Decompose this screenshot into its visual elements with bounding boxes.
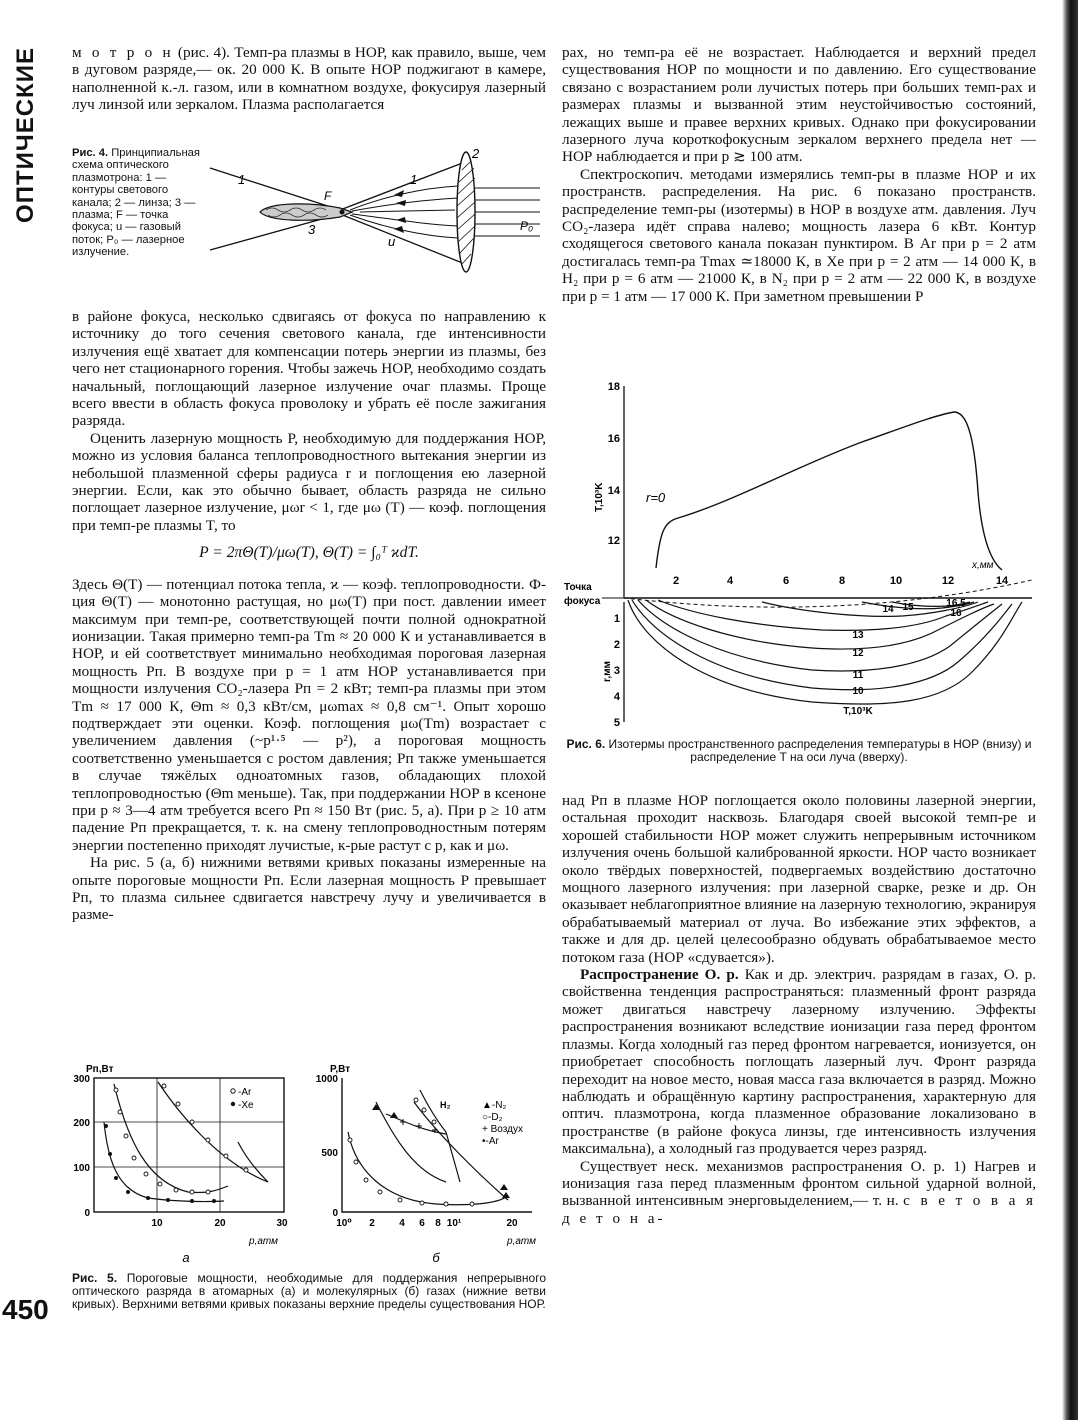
figure-5a-chart bbox=[68, 1062, 298, 1268]
figure-5b-chart bbox=[316, 1062, 548, 1268]
legend-entry: ○-D₂ bbox=[482, 1112, 503, 1123]
x-tick-label: 30 bbox=[276, 1218, 288, 1229]
gas-flow-arrows bbox=[350, 186, 458, 238]
isotherm-label: 16,5 bbox=[946, 598, 966, 609]
top-y-axis-label: T,10³K bbox=[594, 482, 605, 512]
figure-4-caption bbox=[72, 147, 200, 259]
y-tick-label: 0 bbox=[84, 1208, 90, 1219]
left-column-intro bbox=[72, 44, 546, 114]
x-tick-label: 20 bbox=[506, 1218, 518, 1229]
paragraph: Оценить лазерную мощность P, необходимую для поддержания НОР, можно из условия баланса теплопроводностного вытекания энергии из небольшой плазменной сферы радиуса r и поглощения ею лазерной энергии. Если, как это обычно бывает, область разряда не сильно поглощает лазерное излучение, μωr < 1, где μω (T) — коэф. поглощения при темп-ре плазмы T, то bbox=[72, 429, 546, 534]
x-tick-label: 20 bbox=[214, 1218, 226, 1229]
legend-marker bbox=[231, 1102, 235, 1106]
x-tick-label: 2 bbox=[672, 575, 680, 587]
section-heading: Распространение О. р. bbox=[580, 966, 739, 984]
section-tab-label: ОПТИЧЕСКИЕ bbox=[12, 47, 39, 223]
y-tick-label: 1 bbox=[613, 613, 620, 625]
x-tick-label: 10¹ bbox=[446, 1218, 462, 1229]
panel-label: а bbox=[182, 1250, 190, 1265]
label-contour: 1 bbox=[238, 172, 246, 187]
paragraph: рах, но темп-ра её не возрастает. Наблюдается и верхний предел существования НОР по мощности и по давлению. Его существование связано с возрастанием роли лучистых потерь при больших темп-рах и размерах плазмы и вызванной этим неустойчивостью состояний, лежащих выше и правее верхних кривых. Однако при фокусировании лазерного луча короткофокусным зеркалом верхнего предела нет — НОР наблюдается и при p ≳ 100 атм. bbox=[562, 44, 1036, 166]
paragraph: Спектроскопич. методами измерялись темп-ры в плазме НОР и их пространств. распределения. На рис. 6 показано пространств. распределение темп-ры (изотермы) в НОР в воздухе атм. давления. Луч CO₂-лазера идёт справа налево; мощность лазера 6 кВт. Контур сходящегося светового канала показан пунктиром. В Ar при p = 2 атм достигалась темп-ра Tmax ≃18000 К, в Xe при p = 2 атм — 14 000 К, в H₂ при p = 6 атм — 21000 К, в N₂ при p = 2 атм — 22 000 К, в воздухе при p = 1 атм — 17 000 К. При заметном превышении P bbox=[562, 165, 1036, 305]
x-tick-label: 10 bbox=[889, 575, 903, 587]
isotherm-label: 13 bbox=[852, 630, 864, 641]
x-tick-label: 12 bbox=[941, 575, 955, 587]
formula: P = 2πΘ(T)/μω(T), Θ(T) = ∫₀ᵀ ϰdT. bbox=[199, 544, 419, 562]
x-tick-label: 4 bbox=[399, 1218, 405, 1229]
label-lens: 2 bbox=[472, 146, 480, 161]
legend-entry: + Воздух bbox=[482, 1124, 523, 1135]
y-tick-label: 14 bbox=[607, 485, 620, 497]
y-tick-label: 300 bbox=[73, 1074, 90, 1085]
curve bbox=[104, 1122, 224, 1202]
left-column-main bbox=[72, 308, 546, 924]
isotherm-label: 15 bbox=[902, 602, 914, 613]
focus-label: фокуса bbox=[564, 596, 601, 607]
x-tick-label: 4 bbox=[726, 575, 734, 587]
x-tick-label: 14 bbox=[995, 575, 1009, 587]
legend-entry: -Xe bbox=[238, 1100, 254, 1111]
legend-entry: -Ar bbox=[238, 1087, 252, 1098]
y-tick-label: 500 bbox=[321, 1148, 338, 1159]
right-column-bottom bbox=[562, 792, 1036, 1227]
legend-entry: ▲-N₂ bbox=[482, 1100, 507, 1111]
paragraph-text: Как и др. электрич. разрядам в газах, О. р. свойственна тенденция распространяться: плазменный фронт разряда может двигаться навстречу лазерному излучению. Эффекты распространения возникают вследствие ионизации газа перед фронтом плазмы. Когда холодный газ перед фронтом нагревается, ионизуется, он приобретает способность поглощать лазерный луч. Фронт разряда переходит на новое место, новая масса газа включается в разряд. Можно наблюдать и обращённую картину распространения, характерную для оптич. плазмотрона, когда плазменное образование локализовано в пространстве (в районе фокуса линзы, где интенсивность излучения максимальна), а холодный газ продувается через разряд. bbox=[562, 966, 1036, 1158]
paragraph: На рис. 5 (а, б) нижними ветвями кривых показаны измеренные на опыте пороговые мощности Pп. Если лазерная мощность P превышает Pп, то плазма сильнее сдвигается навстречу лучу и увеличивается в разме- bbox=[72, 854, 546, 924]
paragraph: в районе фокуса, несколько сдвигаясь от фокуса по направлению к источнику до того сечения светового канала, где интенсивности излучения ещё хватает для компенсации потерь энергии из плазмы, без чего нет стационарного горения. Чтобы зажечь НОР, необходимо создать начальный, поглощающий лазерное излучение очаг плазмы. Проще всего ввести в область фокуса проволоку и убрать её после зажигания разряда. bbox=[72, 308, 546, 430]
caption-text: Изотермы пространственного распределения температуры в НОР (внизу) и распределение T на оси луча (вверху). bbox=[605, 737, 1032, 764]
y-tick-label: 0 bbox=[332, 1208, 338, 1219]
y-tick-label: 2 bbox=[613, 639, 620, 651]
page-edge-shadow bbox=[1062, 0, 1078, 1420]
data-points bbox=[114, 1084, 248, 1194]
isotherm-label: 11 bbox=[852, 670, 864, 681]
caption-text: Принципиальная схема оптического плазмотрона: 1 — контуры светового канала; 2 — линза; 3 — плазма; F — точка фокуса; u — газовый поток; P₀ — лазерное излучение. bbox=[72, 147, 200, 259]
isotherms bbox=[628, 600, 1022, 704]
section-tab bbox=[4, 40, 48, 230]
x-axis-label: p,атм bbox=[249, 1236, 278, 1247]
caption-text: Пороговые мощности, необходимые для поддержания непрерывного оптического разряда в атомарных (а) и молекулярных (б) газах (нижние ветви кривых). Верхними ветвями кривых показаны верхние пределы существования НОР. bbox=[72, 1271, 547, 1311]
label-plasma: 3 bbox=[308, 222, 316, 237]
x-axis-label: p,атм bbox=[507, 1236, 536, 1247]
y-tick-label: 16 bbox=[607, 433, 620, 445]
isotherm-label: 12 bbox=[852, 648, 864, 659]
x-tick-label: 6 bbox=[419, 1218, 425, 1229]
panel-label: б bbox=[432, 1250, 440, 1265]
isotherm-label: 14 bbox=[882, 604, 894, 615]
paragraph-text: (рис. 4). Темп-ра плазмы в НОР, как правило, выше, чем в дуговом разряде,— ок. 20 000 К. В опыте НОР поджигают в камере, наполненной к.-л. газом, или в комнатном воздухе, фокусируя лазерный луч линзой или зеркалом. Плазма располагается bbox=[72, 44, 546, 114]
figure-4-diagram bbox=[200, 140, 545, 300]
label-focus: F bbox=[324, 189, 332, 203]
term: с в е т о в а я д е т о н а- bbox=[562, 1192, 1036, 1227]
caption-label: Рис. 6. bbox=[566, 737, 606, 751]
label-contour: 1 bbox=[410, 172, 418, 187]
y-tick-label: 12 bbox=[607, 535, 620, 547]
figure-6-diagram bbox=[562, 372, 1036, 734]
isotherm-unit: T,10³K bbox=[843, 706, 873, 717]
axis-temperature-curve bbox=[656, 412, 1002, 570]
curve bbox=[446, 1132, 460, 1182]
y-tick-label: 1000 bbox=[316, 1074, 338, 1085]
y-tick-label: 18 bbox=[607, 381, 620, 393]
data-points bbox=[348, 1098, 474, 1206]
figure-6-caption bbox=[562, 738, 1036, 764]
isotherm-label: 16 bbox=[950, 608, 962, 619]
page-number: 450 bbox=[2, 1294, 49, 1325]
y-tick-label: 100 bbox=[73, 1163, 90, 1174]
bottom-y-axis-label: r,мм bbox=[602, 661, 613, 682]
x-tick-label: 8 bbox=[838, 575, 846, 587]
term: м о т р о н bbox=[72, 44, 174, 61]
legend-marker bbox=[231, 1089, 235, 1093]
label-laser: P₀ bbox=[520, 219, 534, 233]
y-tick-label: 4 bbox=[613, 691, 620, 703]
isotherm-label: 10 bbox=[852, 686, 864, 697]
right-column-top bbox=[562, 44, 1036, 305]
curve bbox=[238, 1142, 268, 1182]
y-axis-label: P,Вт bbox=[330, 1064, 351, 1075]
label-gas-flow: u bbox=[388, 234, 396, 249]
paragraph bbox=[562, 966, 1036, 1157]
x-axis-label: x,мм bbox=[972, 560, 994, 571]
paragraph: над Pп в плазме НОР поглощается около половины лазерной энергии, остальная проходит насквозь. Благодаря своей высокой темп-ре и хорошей стабильности НОР может служить непрерывным источником излучения очень большой калиброванной яркости. НОР часто возникает около твёрдых поверхностей, подвергаемых воздействию достаточно мощного лазерного излучения: при лазерной сварке, резке и др. Он оказывает неблагоприятное влияние на лазерную технологию, экранируя обрабатываемый материал от луча. Во избежание этих эффектов, а также и для др. целей целесообразно обдувать обрабатываемое место потоком газа (НОР «сдувается»). bbox=[562, 792, 1036, 966]
paragraph-text: Существует неск. механизмов распространения О. р. 1) Нагрев и ионизация газа перед плазменным фронтом сильной ударной волной, вызванной интенсивным энерговыделением,— т. н. bbox=[562, 1157, 1036, 1210]
paragraph bbox=[72, 44, 546, 114]
x-tick-label: 10 bbox=[151, 1218, 163, 1229]
caption-label: Рис. 5. bbox=[72, 1271, 118, 1285]
x-tick-label: 8 bbox=[435, 1218, 441, 1229]
y-axis-label: Pп,Вт bbox=[86, 1064, 114, 1075]
legend-entry: •-Ar bbox=[482, 1136, 499, 1147]
channel-contour bbox=[210, 168, 340, 210]
focus-point bbox=[340, 210, 345, 215]
y-tick-label: 200 bbox=[73, 1118, 90, 1129]
y-tick-label: 3 bbox=[613, 665, 620, 677]
x-tick-label: 6 bbox=[782, 575, 790, 587]
caption-label: Рис. 4. bbox=[72, 147, 109, 159]
focus-label: Точка bbox=[564, 582, 592, 593]
y-tick-label: 5 bbox=[613, 717, 620, 729]
paragraph: Здесь Θ(T) — потенциал потока тепла, ϰ — коэф. теплопроводности. Ф-ция Θ(T) — монотонно растущая, но μω(T) при пост. давлении имеет максимум при темп-ре, соответствующей почти полной однократной ионизации. Такая примерно темп-ра Tm ≈ 20 000 К и устанавливается в НОР, и ей соответствует минимально необходимая пороговая лазерная мощность Pп. В воздухе при p = 1 атм НОР устанавливается при мощности излучения CO₂-лазера Pп = 2 кВт; темп-ра плазмы при этом Tm ≈ 17 000 К, Θm ≈ 0,3 кВт/см, μωmax ≈ 0,8 см⁻¹. Опыт хорошо подтверждает эти оценки. Коэф. поглощения μω(Tm) возрастает с увеличением давления (~p¹·⁵ — p²), а пороговая мощность соответственно уменьшается с ростом давления; Pп также уменьшается в случае тяжёлых одноатомных газов, обладающих плохой теплопроводностью (Θm меньше). Так, при поддержании НОР в ксеноне при p ≈ 3—4 атм требуется всего Pп ≈ 150 Вт (рис. 5, а). При p ≥ 10 атм падение Pп прекращается, т. к. на смену теплопроводностным потерям энергии постепенно приходят лучистые, к-рые растут с p, как и μω. bbox=[72, 575, 546, 854]
paragraph bbox=[562, 1158, 1036, 1228]
x-tick-label: 2 bbox=[369, 1218, 375, 1229]
figure-5-caption bbox=[72, 1272, 546, 1311]
axis-note: r=0 bbox=[646, 490, 666, 505]
point-label: H₂ bbox=[440, 1100, 451, 1110]
data-points bbox=[104, 1124, 216, 1203]
x-tick-label: 10⁰ bbox=[336, 1218, 352, 1229]
